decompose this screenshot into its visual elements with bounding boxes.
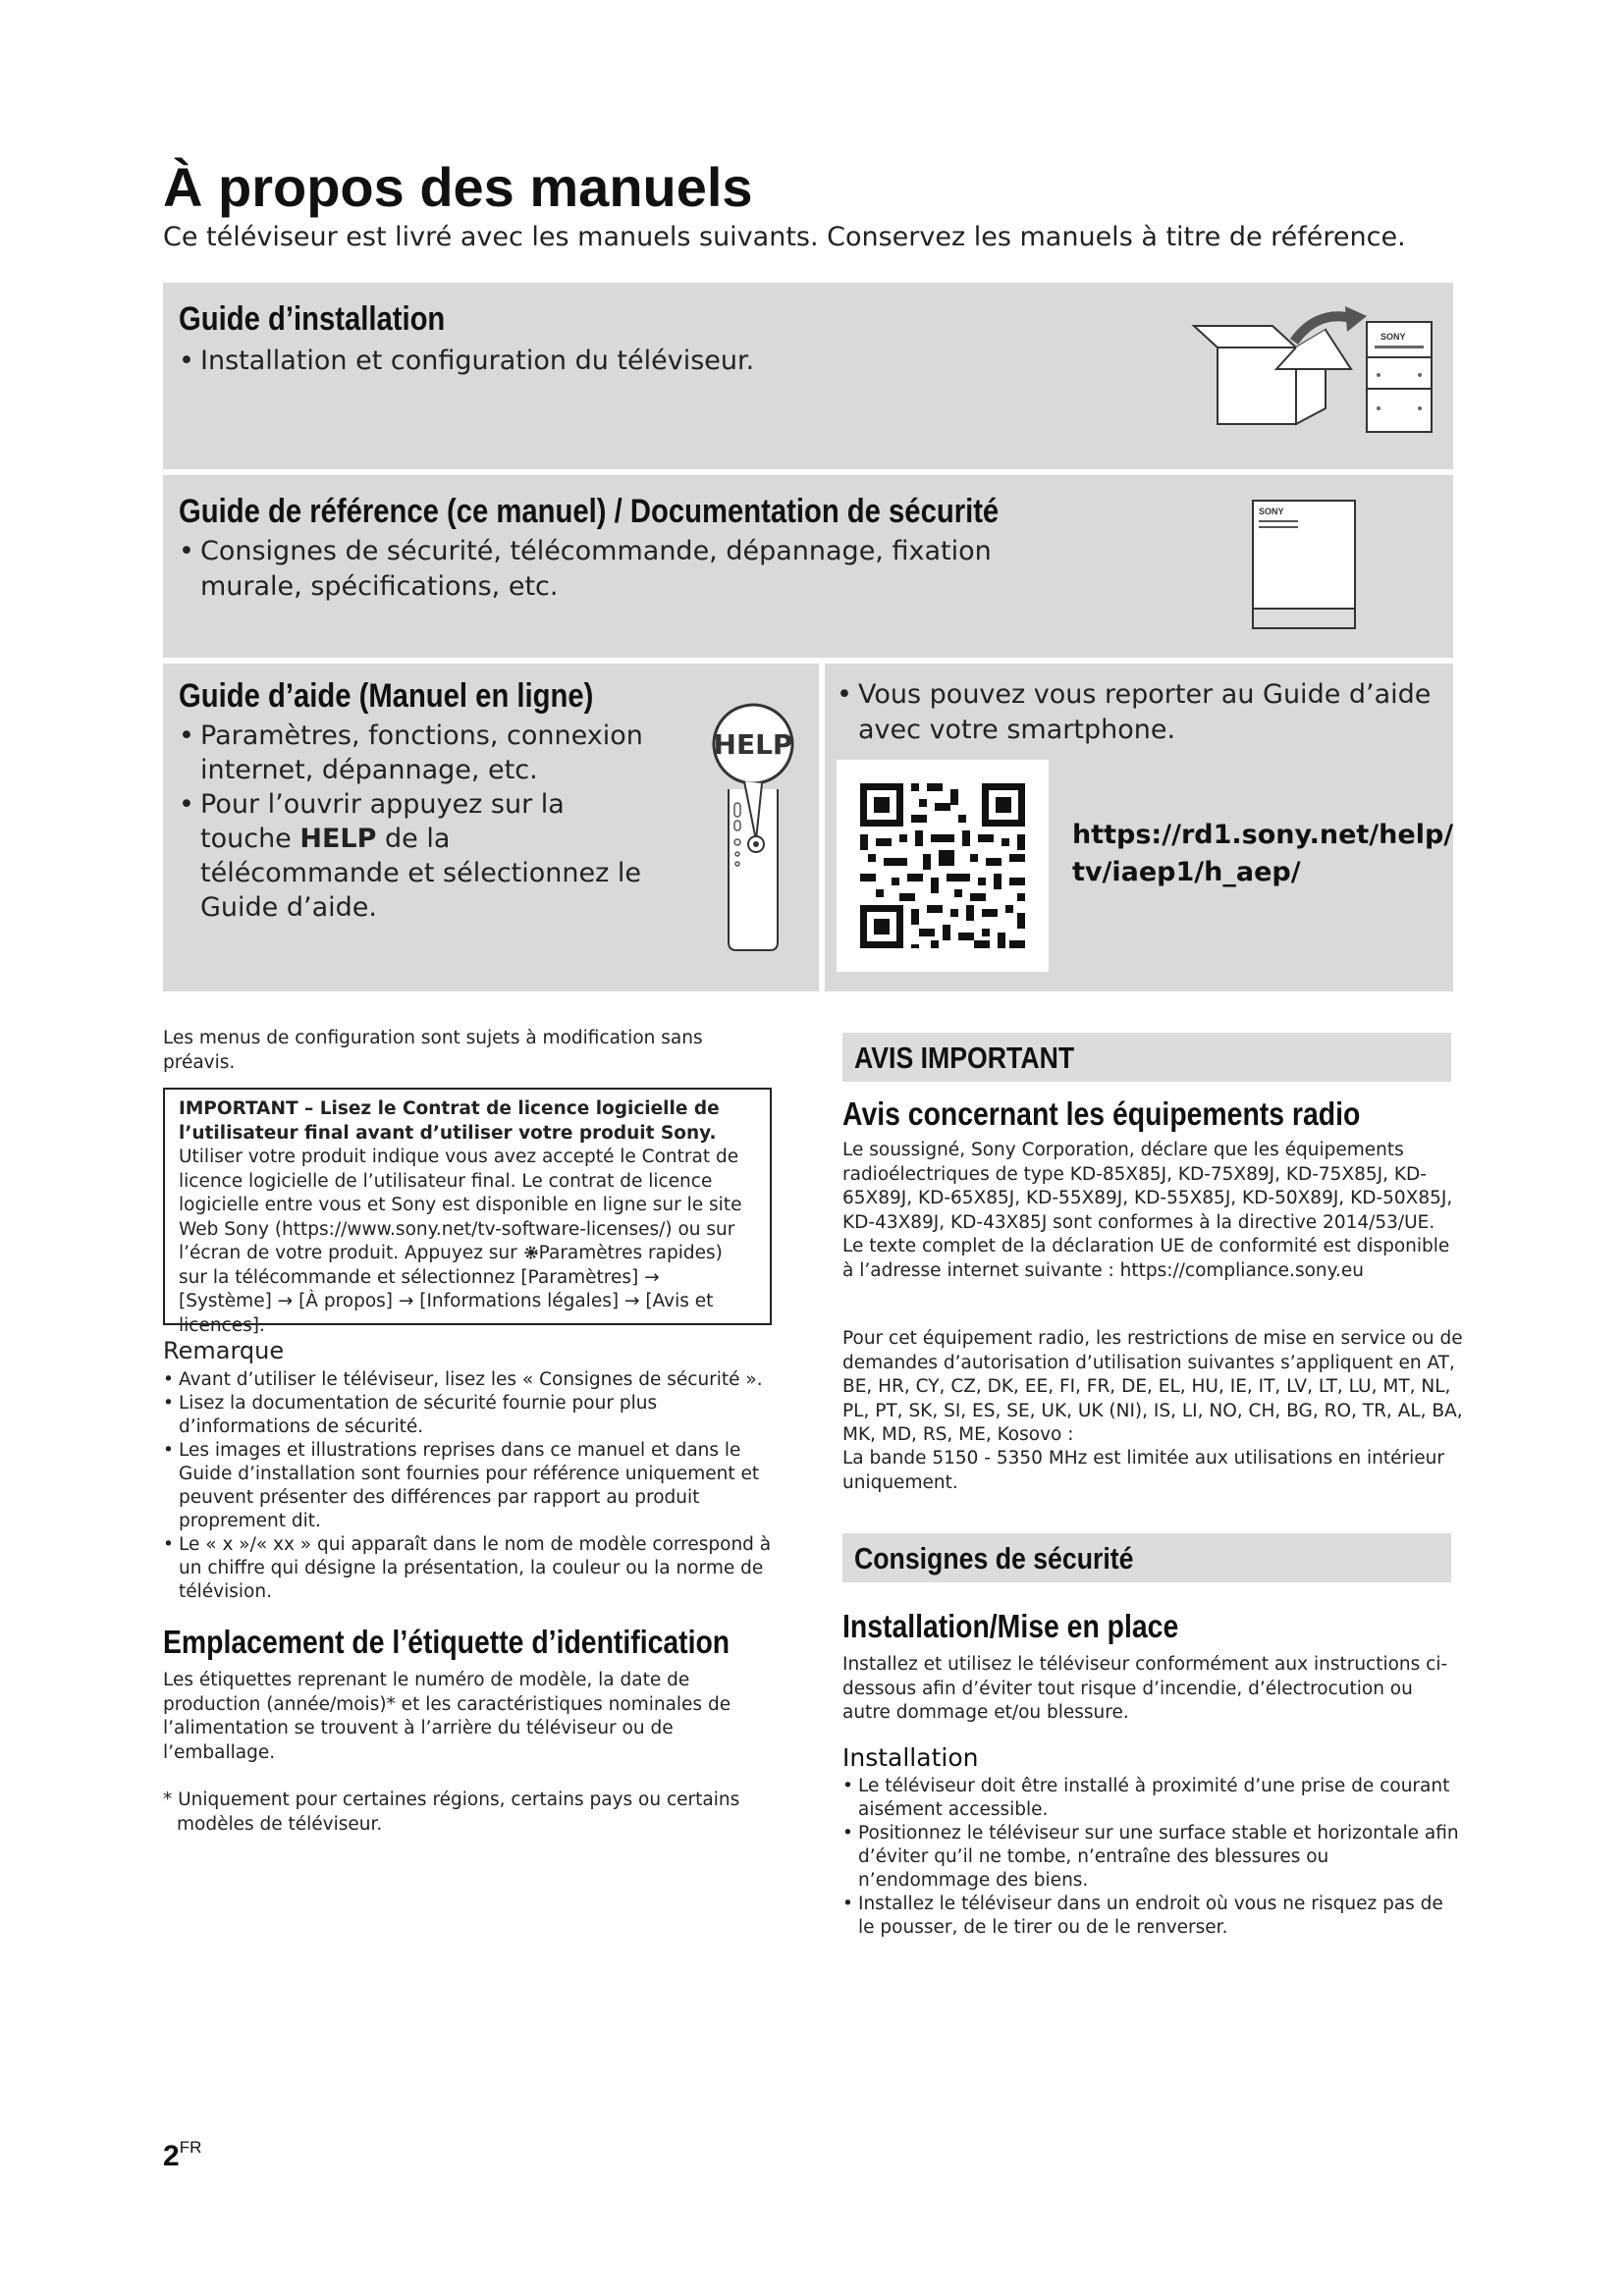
list-item: • Positionnez le téléviseur sur une surface stable et horizontale afin d’éviter qu’il ne tombe, n’entraîne des blessures ou n’endommage des biens.	[842, 1822, 1461, 1893]
manual-booklet-icon	[1251, 499, 1357, 632]
booklet-brand-text: SONY	[1259, 507, 1284, 516]
help-guide-panel	[163, 664, 819, 991]
list-item: • Pour l’ouvrir appuyez sur la touche HELP de la télécommande et sélectionnez le Guide d’aide.	[179, 787, 650, 925]
install-guide-title: Guide d’installation	[179, 300, 446, 338]
installation-subheading: Installation	[842, 1743, 979, 1772]
avis-important-bar	[842, 1033, 1451, 1082]
list-item: • Le « x »/« xx » qui apparaît dans le nom de modèle correspond à un chiffre qui désigne la présentation, la couleur ou la norme de télévision.	[163, 1533, 772, 1604]
reference-guide-title: Guide de référence (ce manuel) / Documentation de sécurité	[179, 493, 1000, 530]
safety-title: Consignes de sécurité	[854, 1541, 1134, 1575]
remark-heading: Remarque	[163, 1337, 285, 1364]
list-item: • Paramètres, fonctions, connexion internet, dépannage, etc.	[179, 719, 650, 787]
remark-list	[163, 1368, 772, 1604]
install-guide-bullets	[179, 344, 1062, 379]
radio-notice-text: Le soussigné, Sony Corporation, déclare que les équipements radioélectriques de type KD-85X85J, KD-75X89J, KD-75X85J, KD-65X89J, KD-65X85J, KD-55X89J, KD-55X85J, KD-50X89J, KD-50X85J, KD-43X89J, KD-43X85J sont conformes à la directive 2014/53/UE. Le texte complet de la déclaration UE de conformité est disponible à l’adresse internet suivante : https://compliance.sony.eu	[842, 1140, 1453, 1281]
list-item: • Lisez la documentation de sécurité fournie pour plus d’informations de sécurité.	[163, 1392, 772, 1439]
list-item: • Installation et configuration du téléviseur.	[179, 344, 1062, 379]
list-item: • Les images et illustrations reprises dans ce manuel et dans le Guide d’installation sont fournies pour référence uniquement et peuvent présenter des différences par rapport au produit proprement dit.	[163, 1439, 772, 1533]
important-eula-box: IMPORTANT – Lisez le Contrat de licence logicielle de l’utilisateur final avant d’utiliser votre produit Sony. Utiliser votre produit indique vous avez accepté le Contrat de licence logicielle de l’utilisateur final. Le contrat de licence logicielle entre vous et Sony est disponible en ligne sur le site Web Sony (https://www.sony.net/tv-software-licenses/) ou sur l’écran de votre produit. Appuyez sur Paramètres rapides) sur la télécommande et sélectionnez [Paramètres] → [Système] → [À propos] → [Informations légales] → [Avis et licences].	[163, 1088, 772, 1325]
help-key-label: HELP	[299, 824, 377, 854]
intro-text: Ce téléviseur est livré avec les manuels suivants. Conservez les manuels à titre de référence.	[163, 222, 1406, 252]
menus-note: Les menus de configuration sont sujets à modification sans préavis.	[163, 1028, 703, 1073]
installation-list	[842, 1775, 1461, 1940]
label-location-heading: Emplacement de l’étiquette d’identification	[163, 1624, 731, 1660]
avis-important-title: AVIS IMPORTANT	[854, 1041, 1075, 1075]
help-url[interactable]: https://rd1.sony.net/help/ tv/iaep1/h_aep/	[1072, 820, 1454, 887]
radio-restrictions-text: Pour cet équipement radio, les restrictions de mise en service ou de demandes d’autorisation d’utilisation suivantes s’appliquent en AT, BE, HR, CY, CZ, DK, EE, FI, FR, DE, EL, HU, IE, IT, LV, LT, LU, MT, NL, PL, PT, SK, SI, ES, SE, UK, UK (NI), IS, LI, NO, CH, BG, RO, TR, AL, BA, MK, MD, RS, ME, Kosovo :	[842, 1328, 1463, 1445]
safety-bar	[842, 1533, 1451, 1582]
list-item: • Avant d’utiliser le téléviseur, lisez les « Consignes de sécurité ».	[163, 1368, 772, 1392]
install-guide-panel	[163, 283, 1453, 469]
help-button-label: HELP	[713, 728, 793, 761]
installation-heading: Installation/Mise en place	[842, 1608, 1179, 1644]
page-number: $2^{FR}$	[163, 2138, 202, 2172]
important-heading: IMPORTANT – Lisez le Contrat de licence logicielle de l’utilisateur final avant d’utiliser votre produit Sony.	[179, 1098, 720, 1144]
page-title: À propos des manuels	[163, 156, 753, 218]
list-item: • Le téléviseur doit être installé à proximité d’une prise de courant aisément accessible.	[842, 1775, 1461, 1822]
reference-guide-panel	[163, 475, 1453, 658]
help-guide-bullets	[179, 719, 650, 925]
box-and-leaflet-icon	[1188, 306, 1437, 444]
footnote: * Uniquement pour certaines régions, certains pays ou certains modèles de téléviseur.	[163, 1789, 740, 1835]
installation-intro: Installez et utilisez le téléviseur conformément aux instructions ci-dessous afin d’éviter tout risque d’incendie, d’électrocution ou autre dommage et/ou blessure.	[842, 1654, 1448, 1723]
list-item: • Consignes de sécurité, télécommande, dépannage, fixation murale, spécifications, etc.	[179, 534, 1062, 605]
help-guide-title: Guide d’aide (Manuel en ligne)	[179, 677, 594, 715]
radio-band-text: La bande 5150 - 5350 MHz est limitée aux utilisations en intérieur uniquement.	[842, 1448, 1444, 1493]
radio-notice-heading: Avis concernant les équipements radio	[842, 1095, 1361, 1132]
list-item: • Installez le téléviseur dans un endroit où vous ne risquez pas de le pousser, de le tirer ou de le renverser.	[842, 1893, 1461, 1940]
qr-code[interactable]	[837, 760, 1049, 972]
box-brand-text: SONY	[1380, 332, 1406, 342]
gear-icon	[523, 1245, 539, 1260]
reference-guide-bullets	[179, 534, 1062, 605]
label-location-text: Les étiquettes reprenant le numéro de modèle, la date de production (année/mois)* et les caractéristiques nominales de l’alimentation se trouvent à l’arrière du téléviseur ou de l’emballage.	[163, 1670, 731, 1763]
smartphone-note-text	[837, 677, 1435, 748]
qr-code-graphic	[837, 760, 1049, 972]
list-item: • Vous pouvez vous reporter au Guide d’aide avec votre smartphone.	[837, 677, 1435, 748]
remote-help-icon	[701, 701, 805, 954]
